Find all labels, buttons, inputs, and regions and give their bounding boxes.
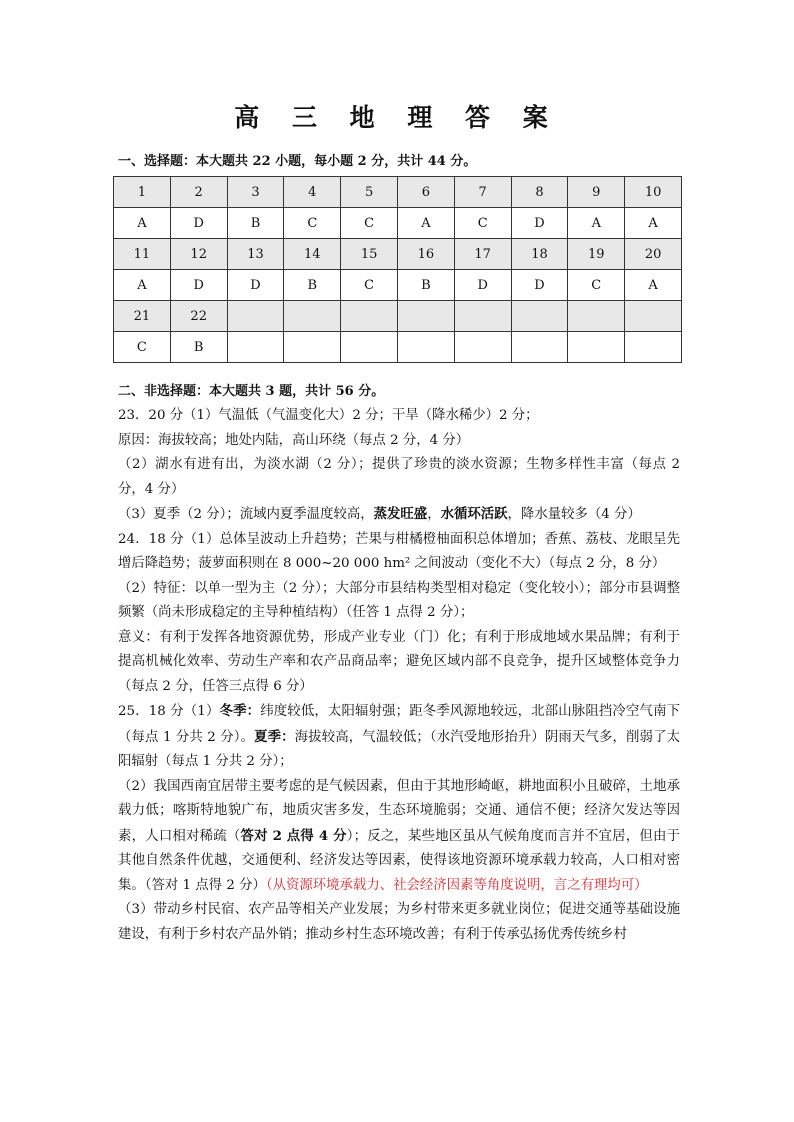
answer-cell: C: [568, 270, 625, 301]
q25-part2-red-note: （从资源环境承载力、社会经济因素等角度说明，言之有理均可）: [265, 877, 648, 893]
empty-cell: [227, 301, 284, 332]
answers-body: [118, 404, 680, 947]
answer-table: [113, 176, 682, 363]
question-number-cell: 12: [170, 239, 227, 270]
q24-part1: 24．18 分（1）总体呈波动上升趋势；芒果与柑橘橙柚面积总体增加；香蕉、荔枝、龙眼呈先增后降趋势；菠萝面积则在 8 000~20 000 hm² 之间波动（变化不大）（每点 2 分，8 分）: [118, 531, 680, 571]
section2-heading: 二、非选择题：本大题共 3 题，共计 56 分。: [118, 384, 385, 399]
q24-part3: 意义：有利于发挥各地资源优势，形成产业专业（门）化；有利于形成地域水果品牌；有利于提高机械化效率、劳动生产率和农产品商品率；避免区域内部不良竞争，提升区域整体竞争力（每点 2 分，任答三点得 6 分）: [118, 629, 680, 694]
q23-bold-evaporation: 蒸发旺盛: [373, 506, 428, 522]
answer-cell: C: [341, 270, 398, 301]
answer-cell: A: [625, 208, 682, 239]
q25-summer-label: 夏季：: [254, 728, 295, 745]
answer-cell: C: [341, 208, 398, 239]
q23-line4: [118, 502, 680, 528]
answer-cell: D: [227, 270, 284, 301]
question-number-cell: 20: [625, 239, 682, 270]
answer-cell: C: [114, 332, 171, 363]
empty-cell: [454, 332, 511, 363]
empty-cell: [454, 301, 511, 332]
q25-part2-text: （2）我国西南宜居带主要考虑的是气候因素，但由于其地形崎岖，耕地面积小且破碎，土地承载力低；喀斯特地貌广布，地质灾害多发，生态环境脆弱；交通、通信不便；经济欠发达等因素，人口相对稀疏（: [118, 778, 680, 844]
empty-cell: [625, 301, 682, 332]
question-number-cell: 15: [341, 239, 398, 270]
question-number-cell: 8: [511, 177, 568, 208]
answer-cell: D: [170, 270, 227, 301]
page-title: 高 三 地 理 答 案: [234, 103, 560, 132]
question-number-cell: 19: [568, 239, 625, 270]
empty-cell: [341, 301, 398, 332]
q23-line2: 原因：海拔较高；地处内陆，高山环绕（每点 2 分，4 分）: [118, 432, 470, 448]
q24-part2: （2）特征：以单一型为主（2 分）；大部分市县结构类型相对稳定（变化较小）；部分市县调整频繁（尚未形成稳定的主导种植结构）（任答 1 点得 2 分）；: [118, 580, 680, 620]
q23-line4-sep: ，: [427, 507, 441, 522]
answer-cell: D: [511, 208, 568, 239]
q23-line3: （2）湖水有进有出，为淡水湖（2 分）；提供了珍贵的淡水资源；生物多样性丰富（每点 2 分，4 分）: [118, 457, 680, 497]
answer-cell: A: [625, 270, 682, 301]
empty-cell: [568, 301, 625, 332]
question-number-cell: 17: [454, 239, 511, 270]
q25-winter-text: 纬度较低，太阳辐射强；距冬季风源地较远，北部山脉阻挡冷空气南下（每点 1 分共 2 分）。: [118, 704, 681, 745]
q25-part1: [118, 699, 680, 775]
empty-cell: [341, 332, 398, 363]
q25-part2-text-cont: ）；反之，某些地区虽从气候角度而言并不宜居，但由于其他自然条件优越，交通便利、经济发达等因素，使得该地资源环境承载力较高，人口相对密集。（答对 1 点得 2 分）: [118, 828, 680, 893]
question-number-cell: 3: [227, 177, 284, 208]
answer-cell: C: [454, 208, 511, 239]
question-number-cell: 21: [114, 301, 171, 332]
question-number-cell: 10: [625, 177, 682, 208]
answer-cell: D: [511, 270, 568, 301]
empty-cell: [625, 332, 682, 363]
empty-cell: [511, 332, 568, 363]
q25-summer-text: 海拔较高，气温较低；（水汽受地形抬升）阴雨天气多，削弱了太阳辐射（每点 1 分共 2 分）；: [118, 729, 680, 769]
answer-row: [114, 332, 682, 363]
question-number-cell: 16: [397, 239, 454, 270]
answer-cell: B: [170, 332, 227, 363]
q25-part3: （3）带动乡村民宿、农产品等相关产业发展；为乡村带来更多就业岗位；促进交通等基础设施建设，有利于乡村农产品外销；推动乡村生态环境改善；有利于传承弘扬优秀传统乡村: [118, 902, 680, 942]
empty-cell: [227, 332, 284, 363]
empty-cell: [511, 301, 568, 332]
answer-cell: A: [568, 208, 625, 239]
empty-cell: [568, 332, 625, 363]
q23-bold-water-cycle: 水循环活跃: [440, 506, 508, 522]
answer-cell: C: [284, 208, 341, 239]
question-number-cell: 14: [284, 239, 341, 270]
q25-winter-label: 冬季：: [219, 703, 261, 719]
answer-cell: B: [284, 270, 341, 301]
question-number-cell: 6: [397, 177, 454, 208]
question-number-cell: 18: [511, 239, 568, 270]
question-number-cell: 7: [454, 177, 511, 208]
answer-cell: A: [114, 208, 171, 239]
answer-cell: A: [114, 270, 171, 301]
question-number-cell: 5: [341, 177, 398, 208]
question-number-cell: 2: [170, 177, 227, 208]
section1-heading: 一、选择题：本大题共 22 小题，每小题 2 分，共计 44 分。: [118, 154, 477, 169]
question-number-row: [114, 177, 682, 208]
q25-part2: [118, 775, 680, 899]
question-number-cell: 9: [568, 177, 625, 208]
answer-cell: B: [227, 208, 284, 239]
empty-cell: [397, 301, 454, 332]
question-number-cell: 4: [284, 177, 341, 208]
q23-line4-text: （3）夏季（2 分）；流域内夏季温度较高，: [118, 507, 374, 522]
question-number-cell: 1: [114, 177, 171, 208]
q23-line4-tail: ，降水量较多（4 分）: [507, 507, 641, 522]
q23-line1: 23．20 分（1）气温低（气温变化大）2 分；干旱（降水稀少）2 分；: [118, 408, 539, 423]
question-number-cell: 13: [227, 239, 284, 270]
q25-part1-lead: 25．18 分（1）: [118, 704, 220, 719]
answer-cell: D: [170, 208, 227, 239]
q25-part2-bold-score: 答对 2 点得 4 分: [240, 827, 347, 844]
answer-row: [114, 208, 682, 239]
answer-row: [114, 270, 682, 301]
question-number-cell: 22: [170, 301, 227, 332]
answer-cell: D: [454, 270, 511, 301]
empty-cell: [397, 332, 454, 363]
answer-cell: B: [397, 270, 454, 301]
question-number-row: [114, 301, 682, 332]
empty-cell: [284, 301, 341, 332]
question-number-row: [114, 239, 682, 270]
question-number-cell: 11: [114, 239, 171, 270]
answer-cell: A: [397, 208, 454, 239]
empty-cell: [284, 332, 341, 363]
